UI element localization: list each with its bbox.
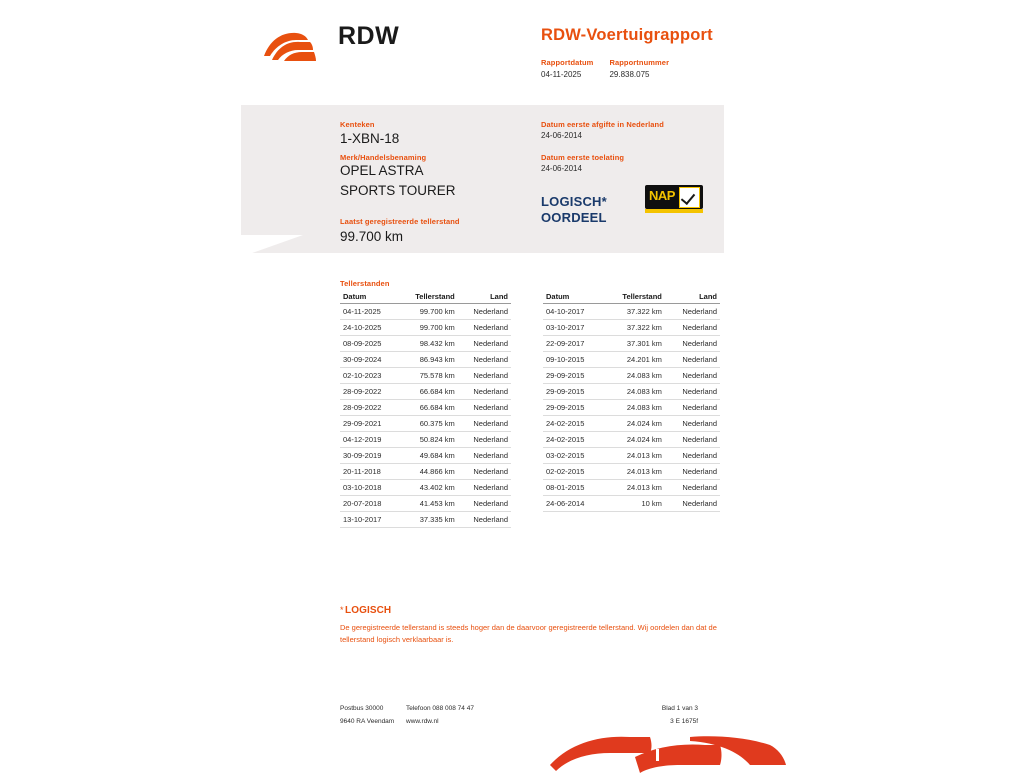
cell-datum: 04-12-2019 <box>340 432 398 448</box>
table-row <box>543 352 720 368</box>
table-row <box>543 336 720 352</box>
cell-land: Nederland <box>458 512 511 528</box>
table-row <box>543 432 720 448</box>
cell-tellerstand: 24.083 km <box>603 400 665 416</box>
table-row <box>340 352 511 368</box>
cell-land: Nederland <box>458 400 511 416</box>
footer-address-line2: 9640 RA Veendam <box>340 718 395 725</box>
cell-tellerstand: 41.453 km <box>398 496 458 512</box>
meta-report-number-value: 29.838.075 <box>609 70 650 79</box>
cell-land: Nederland <box>458 464 511 480</box>
footer-form-code: 3 E 1675f <box>670 718 698 725</box>
cell-datum: 22-09-2017 <box>543 336 603 352</box>
readings-table-left <box>340 291 511 528</box>
make-value-line1: OPEL ASTRA <box>340 163 424 178</box>
cell-datum: 04-10-2017 <box>543 304 603 320</box>
cell-tellerstand: 37.322 km <box>603 304 665 320</box>
cell-datum: 24-02-2015 <box>543 432 603 448</box>
note-star: * <box>340 605 344 615</box>
cell-land: Nederland <box>665 352 720 368</box>
cell-land: Nederland <box>458 336 511 352</box>
cell-tellerstand: 37.301 km <box>603 336 665 352</box>
readings-left-body <box>340 304 511 528</box>
footer-address-line1: Postbus 30000 <box>340 705 384 712</box>
col-tellerstand: Tellerstand <box>398 291 458 304</box>
cell-datum: 08-01-2015 <box>543 480 603 496</box>
cell-land: Nederland <box>665 400 720 416</box>
cell-datum: 20-07-2018 <box>340 496 398 512</box>
cell-datum: 08-09-2025 <box>340 336 398 352</box>
cell-tellerstand: 44.866 km <box>398 464 458 480</box>
verdict-line2: OORDEEL <box>541 210 607 225</box>
meta-report-number-label: Rapportnummer <box>609 58 670 67</box>
rdw-footer-graphic-icon <box>540 735 790 775</box>
note-title: LOGISCH <box>345 605 392 616</box>
footer-website[interactable]: www.rdw.nl <box>406 718 439 725</box>
meta-report-number <box>609 58 669 79</box>
table-row <box>340 304 511 320</box>
table-row <box>340 336 511 352</box>
rdw-swoosh-icon <box>262 30 324 62</box>
nap-accent-bar <box>645 209 703 213</box>
meta-report-date-label: Rapportdatum <box>541 58 594 67</box>
first-issue-label: Datum eerste afgifte in Nederland <box>541 120 664 129</box>
cell-tellerstand: 24.013 km <box>603 448 665 464</box>
nap-logo <box>645 185 703 209</box>
readings-section-title: Tellerstanden <box>340 279 390 288</box>
cell-land: Nederland <box>458 416 511 432</box>
cell-land: Nederland <box>458 432 511 448</box>
cell-tellerstand: 24.013 km <box>603 464 665 480</box>
table-row <box>543 496 720 512</box>
table-header-row <box>543 291 720 304</box>
cell-datum: 24-06-2014 <box>543 496 603 512</box>
cell-land: Nederland <box>458 368 511 384</box>
meta-report-date <box>541 58 605 79</box>
cell-datum: 28-09-2022 <box>340 384 398 400</box>
table-row <box>340 384 511 400</box>
cell-tellerstand: 75.578 km <box>398 368 458 384</box>
rdw-logo <box>262 22 522 70</box>
cell-tellerstand: 66.684 km <box>398 384 458 400</box>
cell-tellerstand: 60.375 km <box>398 416 458 432</box>
table-row <box>543 384 720 400</box>
cell-datum: 24-10-2025 <box>340 320 398 336</box>
col-datum: Datum <box>543 291 603 304</box>
table-row <box>340 448 511 464</box>
table-row <box>543 416 720 432</box>
cell-land: Nederland <box>458 496 511 512</box>
cell-tellerstand: 24.083 km <box>603 368 665 384</box>
cell-tellerstand: 37.335 km <box>398 512 458 528</box>
table-row <box>543 400 720 416</box>
cell-land: Nederland <box>665 304 720 320</box>
cell-tellerstand: 99.700 km <box>398 320 458 336</box>
meta-report-date-value: 04-11-2025 <box>541 70 582 79</box>
cell-datum: 29-09-2015 <box>543 384 603 400</box>
mileage-label: Laatst geregistreerde tellerstand <box>340 217 460 226</box>
make-label: Merk/Handelsbenaming <box>340 153 427 162</box>
cell-datum: 02-10-2023 <box>340 368 398 384</box>
make-value-line2: SPORTS TOURER <box>340 183 456 198</box>
nap-label: NAP <box>649 188 675 203</box>
cell-datum: 03-02-2015 <box>543 448 603 464</box>
table-row <box>340 496 511 512</box>
cell-land: Nederland <box>665 448 720 464</box>
table-row <box>340 400 511 416</box>
note-body: De geregistreerde tellerstand is steeds hoger dan de daarvoor geregistreerde tellerstand. Wij oordelen dan dat de tellerstand logisch verklaarbaar is. <box>340 623 717 644</box>
cell-datum: 29-09-2015 <box>543 400 603 416</box>
cell-datum: 02-02-2015 <box>543 464 603 480</box>
first-admission-label: Datum eerste toelating <box>541 153 625 162</box>
table-row <box>543 464 720 480</box>
first-issue-value: 24-06-2014 <box>541 131 582 140</box>
cell-land: Nederland <box>665 368 720 384</box>
verdict-line1: LOGISCH* <box>541 194 607 209</box>
cell-land: Nederland <box>665 384 720 400</box>
table-row <box>340 512 511 528</box>
nap-checkmark-icon <box>679 187 700 208</box>
col-land: Land <box>458 291 511 304</box>
cell-land: Nederland <box>458 384 511 400</box>
cell-datum: 20-11-2018 <box>340 464 398 480</box>
cell-land: Nederland <box>458 480 511 496</box>
cell-tellerstand: 24.201 km <box>603 352 665 368</box>
table-row <box>340 480 511 496</box>
cell-tellerstand: 98.432 km <box>398 336 458 352</box>
brand-name: RDW <box>338 22 400 50</box>
verdict-block <box>541 194 607 226</box>
cell-tellerstand: 99.700 km <box>398 304 458 320</box>
table-row <box>543 368 720 384</box>
cell-tellerstand: 50.824 km <box>398 432 458 448</box>
cell-tellerstand: 86.943 km <box>398 352 458 368</box>
cell-tellerstand: 66.684 km <box>398 400 458 416</box>
cell-land: Nederland <box>665 480 720 496</box>
table-row <box>543 304 720 320</box>
report-meta <box>541 58 841 79</box>
cell-datum: 03-10-2017 <box>543 320 603 336</box>
footer-phone: Telefoon 088 008 74 47 <box>406 705 474 712</box>
table-row <box>340 368 511 384</box>
cell-tellerstand: 37.322 km <box>603 320 665 336</box>
col-datum: Datum <box>340 291 398 304</box>
cell-datum: 03-10-2018 <box>340 480 398 496</box>
cell-tellerstand: 24.083 km <box>603 384 665 400</box>
license-value: 1-XBN-18 <box>340 131 400 146</box>
cell-datum: 13-10-2017 <box>340 512 398 528</box>
cell-datum: 09-10-2015 <box>543 352 603 368</box>
table-row <box>340 464 511 480</box>
first-admission-value: 24-06-2014 <box>541 164 582 173</box>
cell-land: Nederland <box>458 448 511 464</box>
table-header-row <box>340 291 511 304</box>
cell-tellerstand: 49.684 km <box>398 448 458 464</box>
table-row <box>543 320 720 336</box>
cell-datum: 30-09-2019 <box>340 448 398 464</box>
cell-tellerstand: 24.013 km <box>603 480 665 496</box>
cell-land: Nederland <box>458 320 511 336</box>
page-title: RDW-Voertuigrapport <box>541 26 713 44</box>
cell-datum: 28-09-2022 <box>340 400 398 416</box>
cell-land: Nederland <box>665 496 720 512</box>
license-label: Kenteken <box>340 120 375 129</box>
table-row <box>340 432 511 448</box>
readings-right-body <box>543 304 720 512</box>
cell-land: Nederland <box>665 432 720 448</box>
mileage-value: 99.700 km <box>340 229 404 244</box>
cell-tellerstand: 24.024 km <box>603 432 665 448</box>
cell-land: Nederland <box>665 336 720 352</box>
cell-datum: 30-09-2024 <box>340 352 398 368</box>
col-land: Land <box>665 291 720 304</box>
cell-datum: 24-02-2015 <box>543 416 603 432</box>
cell-land: Nederland <box>458 352 511 368</box>
cell-land: Nederland <box>665 464 720 480</box>
table-row <box>543 480 720 496</box>
cell-land: Nederland <box>665 320 720 336</box>
cell-tellerstand: 43.402 km <box>398 480 458 496</box>
cell-tellerstand: 10 km <box>603 496 665 512</box>
cell-datum: 04-11-2025 <box>340 304 398 320</box>
col-tellerstand: Tellerstand <box>603 291 665 304</box>
vehicle-summary-panel <box>241 105 724 253</box>
table-row <box>543 448 720 464</box>
cell-datum: 29-09-2015 <box>543 368 603 384</box>
cell-land: Nederland <box>458 304 511 320</box>
cell-tellerstand: 24.024 km <box>603 416 665 432</box>
table-row <box>340 320 511 336</box>
table-row <box>340 416 511 432</box>
cell-datum: 29-09-2021 <box>340 416 398 432</box>
cell-land: Nederland <box>665 416 720 432</box>
readings-table-right <box>543 291 720 512</box>
footer-page-number: Blad 1 van 3 <box>661 705 698 712</box>
